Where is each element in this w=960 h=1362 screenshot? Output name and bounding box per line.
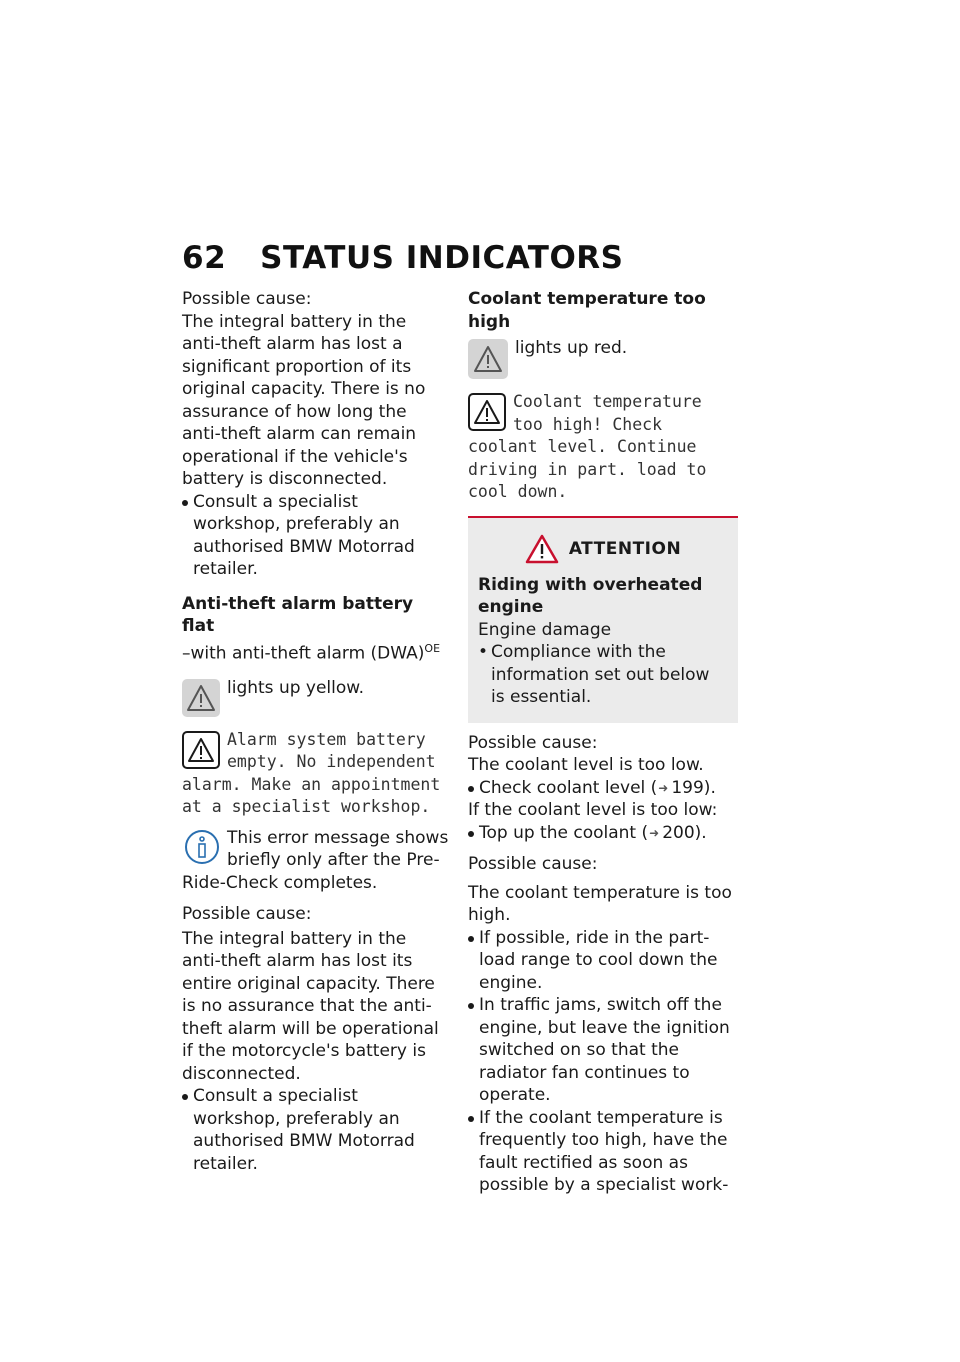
attention-box bbox=[468, 516, 738, 723]
paragraph: The integral battery in the anti-theft alarm has lost its entire original capacity. There is no assurance that the anti-theft alarm will be operational if the motorcycle's battery is disconnected. bbox=[182, 928, 439, 1084]
section-title: STATUS INDICATORS bbox=[260, 240, 624, 276]
section-heading: Coolant temperature too high bbox=[468, 289, 706, 332]
list-item bbox=[468, 822, 738, 845]
list-item: If possible, ride in the part-load range to cool down the engine. bbox=[468, 927, 738, 995]
bullet-text: Top up the coolant ( bbox=[479, 822, 649, 843]
variant-text: –with anti-theft alarm (DWA) bbox=[182, 643, 425, 664]
paragraph: The coolant temperature is too high. bbox=[468, 882, 732, 925]
bullet-text: Check coolant level ( bbox=[479, 777, 658, 798]
paragraph: The coolant level is too low. bbox=[468, 755, 704, 775]
list-item: Consult a specialist workshop, preferably an authorised BMW Motorrad retailer. bbox=[182, 1085, 450, 1175]
list-item: • Compliance with the information set out below is essential. bbox=[478, 641, 728, 709]
info-text: This error message shows briefly only after the Pre-Ride-Check completes. bbox=[182, 827, 449, 893]
paragraph: If the coolant level is too low: bbox=[468, 800, 718, 820]
warning-triangle-icon bbox=[182, 731, 220, 769]
bullet-list bbox=[468, 777, 738, 800]
bullet-list bbox=[468, 822, 738, 845]
attention-list bbox=[478, 641, 728, 709]
list-item: In traffic jams, switch off the engine, but leave the ignition switched on so that the radiator fan continues to operate. bbox=[468, 994, 738, 1107]
attention-header bbox=[478, 534, 728, 564]
list-item: If the coolant temperature is frequently too high, have the fault rectified as soon as possible by a specialist work- bbox=[468, 1107, 738, 1197]
attention-text: Engine damage bbox=[478, 619, 612, 640]
page-ref-arrow-icon: ➜ bbox=[649, 825, 660, 840]
page-title bbox=[182, 240, 624, 276]
info-icon bbox=[182, 827, 222, 867]
possible-cause-label: Possible cause: bbox=[182, 904, 312, 925]
list-item: Consult a specialist workshop, preferably an authorised BMW Motorrad retailer. bbox=[182, 491, 450, 581]
possible-cause-label: Possible cause: bbox=[468, 854, 598, 874]
bullet-list bbox=[468, 927, 738, 1197]
page-number: 62 bbox=[182, 240, 227, 276]
page-ref-arrow-icon: ➜ bbox=[658, 780, 669, 795]
bullet-list bbox=[182, 1085, 450, 1175]
page-ref-link[interactable]: 199). bbox=[671, 777, 716, 798]
paragraph: The integral battery in the anti-theft alarm has lost a significant proportion of its original capacity. There is no assurance of how long the anti-theft alarm can remain operational if the vehicle's battery is disconnected. bbox=[182, 311, 426, 489]
attention-triangle-icon bbox=[525, 534, 559, 564]
possible-cause-label: Possible cause: bbox=[468, 732, 598, 753]
page-ref-link[interactable]: 200). bbox=[662, 822, 707, 843]
display-message-row bbox=[182, 729, 450, 819]
display-message: Alarm system battery empty. No independent alarm. Make an appointment at a specialist workshop. bbox=[182, 729, 441, 817]
display-message: Coolant temperature too high! Check coolant level. Continue driving in part. load to cool down. bbox=[468, 392, 707, 501]
oe-mark: OE bbox=[424, 641, 441, 655]
attention-title: Riding with overheated engine bbox=[478, 574, 703, 617]
variant-note bbox=[182, 638, 450, 665]
display-message-row bbox=[468, 391, 738, 504]
list-item bbox=[468, 777, 738, 800]
section-heading: Anti-theft alarm battery flat bbox=[182, 593, 414, 636]
info-note bbox=[182, 827, 450, 895]
indicator-text: lights up red. bbox=[515, 338, 628, 358]
warning-triangle-icon bbox=[182, 679, 220, 717]
warning-triangle-icon bbox=[468, 393, 506, 431]
warning-triangle-icon bbox=[468, 339, 508, 379]
indicator-row bbox=[468, 337, 738, 379]
bullet-list bbox=[182, 491, 450, 581]
attention-label: ATTENTION bbox=[568, 538, 682, 559]
indicator-row bbox=[182, 677, 450, 717]
indicator-text: lights up yellow. bbox=[227, 677, 365, 698]
left-column bbox=[182, 288, 450, 1175]
possible-cause-label: Possible cause: bbox=[182, 289, 312, 309]
right-column bbox=[468, 288, 738, 1197]
